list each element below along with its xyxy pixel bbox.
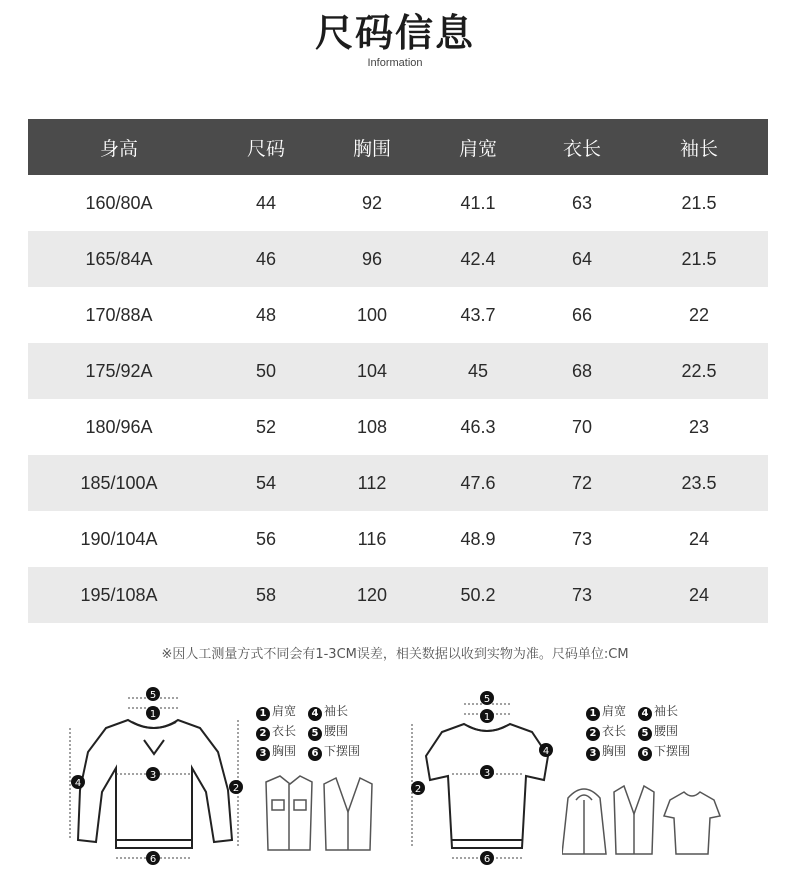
table-cell: 44 xyxy=(255,192,277,213)
table-row xyxy=(28,287,768,343)
svg-text:3: 3 xyxy=(483,768,491,779)
table-cell: 68 xyxy=(571,360,593,381)
table-row xyxy=(28,175,768,231)
legend-item: 2 衣长 xyxy=(256,722,296,741)
table-cell: 43.7 xyxy=(460,304,496,325)
column-header-size: 尺码 xyxy=(246,138,285,160)
hoodie-cardigan-tee-sketch xyxy=(562,780,722,860)
page-subtitle: Information xyxy=(367,57,423,69)
table-cell: 21.5 xyxy=(681,192,717,213)
table-cell: 42.4 xyxy=(460,248,496,269)
legend-item: 1 肩宽 xyxy=(586,702,626,721)
table-cell: 116 xyxy=(357,528,387,549)
marker-3-icon xyxy=(146,767,160,781)
tshirt-measure-diagram xyxy=(400,680,560,870)
table-cell: 66 xyxy=(571,304,593,325)
table-cell: 22 xyxy=(688,304,710,325)
table-row xyxy=(28,567,768,623)
svg-text:6: 6 xyxy=(483,854,491,865)
marker-1-icon xyxy=(480,709,494,723)
legend-item: 1 肩宽 xyxy=(256,702,296,721)
column-header-length: 衣长 xyxy=(562,138,601,160)
table-cell: 190/104A xyxy=(80,528,158,549)
table-cell: 165/84A xyxy=(85,248,153,269)
table-header xyxy=(28,119,768,175)
table-cell: 23 xyxy=(688,416,710,437)
table-row xyxy=(28,399,768,455)
table-cell: 48 xyxy=(255,304,277,325)
svg-text:1: 1 xyxy=(483,712,491,723)
table-cell: 108 xyxy=(356,416,388,437)
table-cell: 63 xyxy=(571,192,593,213)
table-row xyxy=(28,343,768,399)
svg-text:2: 2 xyxy=(232,783,240,794)
longsleeve-measure-diagram xyxy=(66,680,246,870)
legend-item: 6 下摆围 xyxy=(638,742,690,761)
marker-6-icon xyxy=(480,851,494,865)
jacket-sketch xyxy=(258,772,378,856)
svg-text:5: 5 xyxy=(149,690,157,701)
svg-text:6: 6 xyxy=(149,854,157,865)
table-cell: 52 xyxy=(255,416,277,437)
table-cell: 47.6 xyxy=(460,472,496,493)
table-cell: 185/100A xyxy=(80,472,158,493)
table-cell: 48.9 xyxy=(460,528,496,549)
marker-1-icon xyxy=(146,706,160,720)
table-row xyxy=(28,511,768,567)
table-cell: 46 xyxy=(255,248,277,269)
table-cell: 170/88A xyxy=(85,304,153,325)
legend-item: 2 衣长 xyxy=(586,722,626,741)
legend-item: 4 袖长 xyxy=(308,702,348,721)
marker-3-icon xyxy=(480,765,494,779)
legend-item: 4 袖长 xyxy=(638,702,678,721)
svg-text:1: 1 xyxy=(149,709,157,720)
table-cell: 100 xyxy=(356,304,388,325)
table-cell: 45 xyxy=(467,360,489,381)
svg-text:5: 5 xyxy=(483,694,491,705)
table-cell: 41.1 xyxy=(460,192,496,213)
table-cell: 54 xyxy=(255,472,277,493)
page-title: 尺码信息 xyxy=(314,11,475,55)
svg-text:4: 4 xyxy=(542,746,550,757)
table-cell: 50.2 xyxy=(460,584,496,605)
table-cell: 70 xyxy=(571,416,593,437)
table-row xyxy=(28,231,768,287)
legend-item: 5 腰围 xyxy=(638,722,678,741)
marker-6-icon xyxy=(146,851,160,865)
table-cell: 180/96A xyxy=(85,416,153,437)
table-cell: 72 xyxy=(571,472,593,493)
svg-text:2: 2 xyxy=(414,784,422,795)
table-cell: 104 xyxy=(356,360,388,381)
legend-item: 5 腰围 xyxy=(308,722,348,741)
table-cell: 160/80A xyxy=(85,192,153,213)
table-row xyxy=(28,455,768,511)
table-cell: 92 xyxy=(361,192,383,213)
size-table xyxy=(28,119,768,623)
table-cell: 64 xyxy=(571,248,593,269)
column-header-chest: 胸围 xyxy=(352,138,391,160)
svg-text:4: 4 xyxy=(74,778,82,789)
table-cell: 23.5 xyxy=(681,472,717,493)
column-header-height: 身高 xyxy=(99,138,138,160)
table-cell: 195/108A xyxy=(80,584,158,605)
marker-4-icon xyxy=(539,743,553,757)
table-cell: 112 xyxy=(357,472,387,493)
table-cell: 175/92A xyxy=(85,360,153,381)
legend-item: 3 胸围 xyxy=(586,742,626,761)
table-cell: 73 xyxy=(571,584,593,605)
table-cell: 22.5 xyxy=(681,360,717,381)
legend-item: 3 胸围 xyxy=(256,742,296,761)
column-header-sleeve: 袖长 xyxy=(679,138,718,160)
table-cell: 50 xyxy=(255,360,277,381)
legend-item: 6 下摆围 xyxy=(308,742,360,761)
svg-text:3: 3 xyxy=(149,770,157,781)
marker-4-icon xyxy=(71,775,85,789)
column-header-shoulder: 肩宽 xyxy=(458,138,497,160)
marker-5-icon xyxy=(480,691,494,705)
table-cell: 24 xyxy=(688,584,710,605)
marker-2-icon xyxy=(229,780,243,794)
table-cell: 24 xyxy=(688,528,710,549)
table-cell: 21.5 xyxy=(681,248,717,269)
table-cell: 73 xyxy=(571,528,593,549)
marker-2-icon xyxy=(411,781,425,795)
table-cell: 58 xyxy=(255,584,277,605)
table-cell: 96 xyxy=(361,248,383,269)
measurement-note: ※因人工测量方式不同会有1-3CM误差，相关数据以收到实物为准。尺码单位:CM xyxy=(161,647,629,662)
table-cell: 46.3 xyxy=(460,416,496,437)
table-cell: 56 xyxy=(255,528,277,549)
table-cell: 120 xyxy=(356,584,388,605)
marker-5-icon xyxy=(146,687,160,701)
